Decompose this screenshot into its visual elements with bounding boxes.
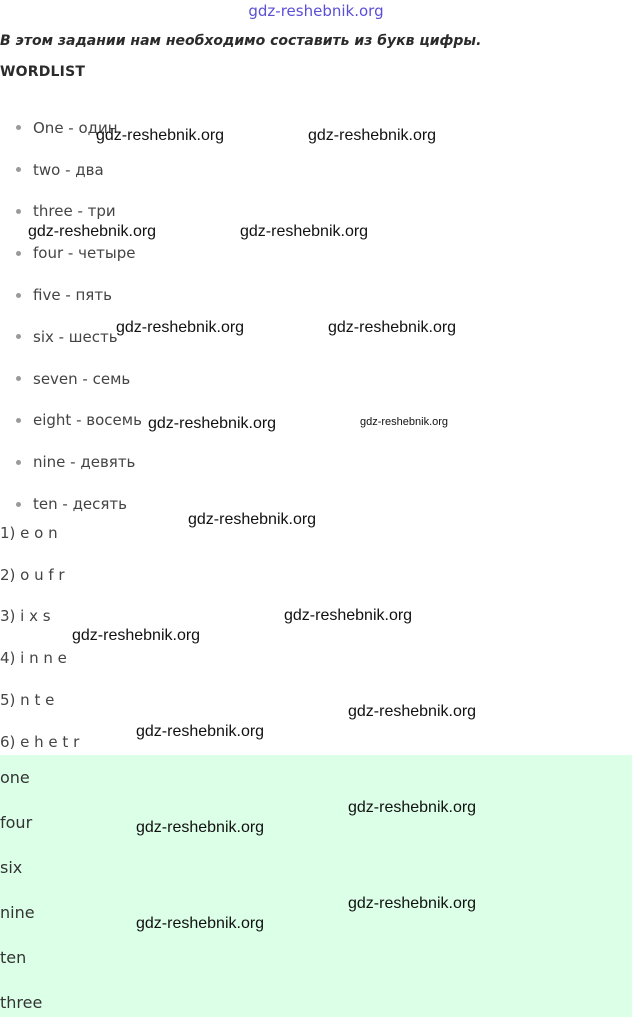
wordlist-item-text: seven - семь [33,369,131,388]
wordlist-item-text: five - пять [33,286,112,305]
answer-item: four [0,813,33,832]
bullet-icon [16,125,21,130]
watermark: gdz-reshebnik.org [148,415,277,432]
scrambled-words-list [0,512,79,763]
wordlist-item-text: nine - девять [33,453,136,472]
bullet-icon [16,502,21,507]
watermark: gdz-reshebnik.org [28,223,157,240]
watermark: gdz-reshebnik.org [136,723,265,740]
bullet-icon [16,376,21,381]
bullet-icon [16,418,21,423]
bullet-icon [16,209,21,214]
watermark: gdz-reshebnik.org [360,416,449,428]
bullet-icon [16,334,21,339]
watermark: gdz-reshebnik.org [188,511,317,528]
wordlist-item [0,358,142,400]
bullet-icon [16,293,21,298]
watermark: gdz-reshebnik.org [308,127,437,144]
site-header-link[interactable]: gdz-reshebnik.org [248,2,384,20]
scrambled-word: 2) o u f r [0,565,65,584]
wordlist-item-text: One - один [33,118,118,137]
answers-list [0,755,632,1025]
wordlist [0,107,142,525]
scrambled-word: 5) n t e [0,691,55,710]
wordlist-item-text: eight - восемь [33,411,142,430]
answers-block [0,755,632,1017]
scrambled-word: 6) e h e t r [0,732,80,751]
task-intro: В этом задании нам необходимо составить из букв цифры. [0,33,482,49]
watermark: gdz-reshebnik.org [348,703,477,720]
watermark: gdz-reshebnik.org [348,799,477,816]
wordlist-item [0,441,142,483]
bullet-icon [16,167,21,172]
answer-item: ten [0,948,27,967]
scrambled-word: 3) i x s [0,607,51,626]
watermark: gdz-reshebnik.org [72,627,201,644]
wordlist-item-text: two - два [33,160,104,179]
watermark: gdz-reshebnik.org [328,319,457,336]
wordlist-title: WORDLIST [0,64,86,80]
wordlist-item [0,149,142,191]
answer-item: three [0,993,43,1012]
wordlist-item [0,274,142,316]
wordlist-item [0,400,142,442]
watermark: gdz-reshebnik.org [348,895,477,912]
watermark: gdz-reshebnik.org [240,223,369,240]
scrambled-word: 1) e o n [0,523,58,542]
watermark: gdz-reshebnik.org [116,319,245,336]
watermark: gdz-reshebnik.org [136,819,265,836]
watermark: gdz-reshebnik.org [136,915,265,932]
wordlist-item-text: six - шесть [33,327,118,346]
wordlist-item-text: four - четыре [33,244,136,263]
bullet-icon [16,460,21,465]
watermark: gdz-reshebnik.org [96,127,225,144]
wordlist-item-text: three - три [33,202,116,221]
answer-item: nine [0,903,35,922]
bullet-icon [16,251,21,256]
scrambled-word: 4) i n n e [0,649,67,668]
answer-item: one [0,768,30,787]
wordlist-item-text: ten - десять [33,495,128,514]
answer-item: six [0,858,23,877]
watermark: gdz-reshebnik.org [284,607,413,624]
